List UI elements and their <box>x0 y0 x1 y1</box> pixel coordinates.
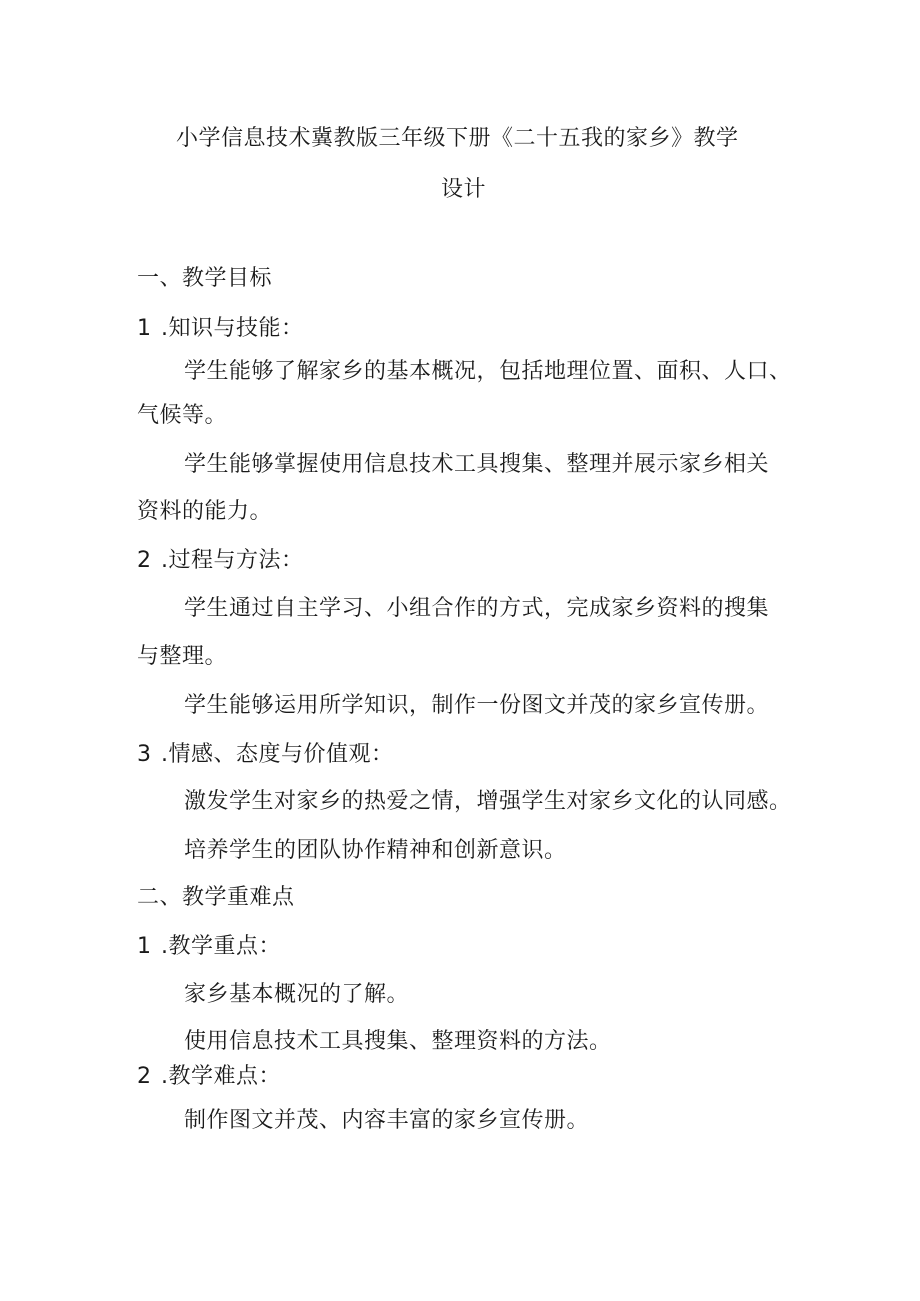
document-title-line-1: 小学信息技术冀教版三年级下册《二十五我的家乡》教学 <box>176 126 739 151</box>
item-number: 2 <box>137 548 152 573</box>
paragraph-line: 激发学生对家乡的热爱之情，增强学生对家乡文化的认同感。 <box>184 789 792 814</box>
item-heading-emotion <box>137 740 394 770</box>
section-heading-key-points: 二、教学重难点 <box>137 885 295 910</box>
item-heading-key-point <box>137 932 281 962</box>
paragraph-line: 与整理。 <box>137 644 228 669</box>
paragraph-line: 培养学生的团队协作精神和创新意识。 <box>184 838 567 863</box>
paragraph-line: 气候等。 <box>137 403 228 428</box>
item-label: .情感、态度与价值观： <box>161 742 394 767</box>
paragraph-line: 学生能够运用所学知识，制作一份图文并茂的家乡宣传册。 <box>184 693 770 718</box>
paragraph-line: 资料的能力。 <box>137 499 273 524</box>
item-number: 3 <box>137 742 152 767</box>
paragraph-line: 制作图文并茂、内容丰富的家乡宣传册。 <box>184 1108 590 1133</box>
paragraph-line: 使用信息技术工具搜集、整理资料的方法。 <box>184 1029 612 1054</box>
item-number: 1 <box>137 934 152 959</box>
item-heading-difficulty <box>137 1062 281 1092</box>
paragraph-line: 家乡基本概况的了解。 <box>184 982 410 1007</box>
item-label: .过程与方法： <box>161 548 304 573</box>
paragraph-line: 学生通过自主学习、小组合作的方式，完成家乡资料的搜集 <box>184 596 770 621</box>
document-title-line-2: 设计 <box>441 177 487 202</box>
item-label: .教学难点： <box>161 1064 281 1089</box>
item-label: .教学重点： <box>161 934 281 959</box>
item-heading-process <box>137 546 304 576</box>
item-label: .知识与技能： <box>161 316 304 341</box>
item-number: 1 <box>137 316 152 341</box>
item-heading-knowledge <box>137 314 304 344</box>
paragraph-line: 学生能够掌握使用信息技术工具搜集、整理并展示家乡相关 <box>184 452 770 477</box>
paragraph-line: 学生能够了解家乡的基本概况，包括地理位置、面积、人口、 <box>184 359 792 384</box>
item-number: 2 <box>137 1064 152 1089</box>
section-heading-objectives: 一、教学目标 <box>137 266 273 291</box>
